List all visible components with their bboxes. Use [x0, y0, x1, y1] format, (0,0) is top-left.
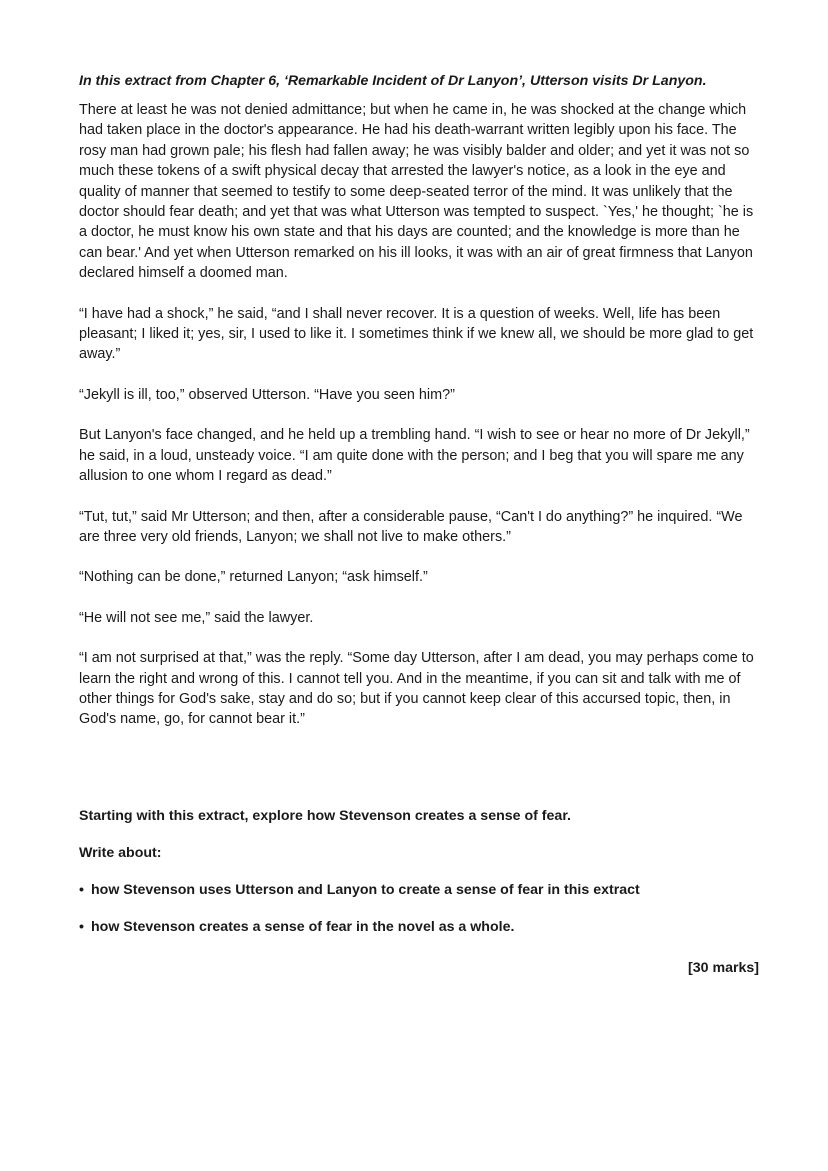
- task-bullet-item: [79, 880, 761, 900]
- extract-paragraph: But Lanyon's face changed, and he held up a trembling hand. “I wish to see or hear no more of Dr Jekyll,” he said, in a loud, unsteady voice. “I am quite done with the person; and I beg that you will spare me any allusion to one whom I regard as dead.”: [79, 427, 750, 485]
- extract-paragraph: “I am not surprised at that,” was the reply. “Some day Utterson, after I am dead, you may perhaps come to learn the right and wrong of this. I cannot tell you. And in the meantime, if you can sit and talk with me of other things for God's sake, stay and do so; but if you cannot keep clear of this accursed topic, then, in God's name, go, for cannot bear it.”: [79, 650, 754, 728]
- bullet-icon: •: [79, 882, 84, 898]
- task-bullet-item: [79, 917, 761, 937]
- extract-paragraph: “I have had a shock,” he said, “and I shall never recover. It is a question of weeks. Well, life has been pleasant; I liked it; yes, sir, I used to like it. I sometimes think if we knew all, we should be more glad to get away.”: [79, 305, 754, 363]
- extract-paragraph: “Nothing can be done,” returned Lanyon; “ask himself.”: [79, 569, 428, 586]
- bullet-icon: •: [79, 919, 84, 935]
- task-bullet-text: how Stevenson uses Utterson and Lanyon to create a sense of fear in this extract: [91, 882, 640, 898]
- extract-paragraph: There at least he was not denied admittance; but when he came in, he was shocked at the change which had taken place in the doctor's appearance. He had his death-warrant written legibly upon his face. The rosy man had grown pale; his flesh had fallen away; he was visibly balder and older; and yet it was not so much these tokens of a swift physical decay that arrested the lawyer's notice, as a look in the eye and quality of manner that seemed to testify to some deep-seated terror of the mind. It was unlikely that the doctor should fear death; and yet that was what Utterson was tempted to suspect. `Yes,' he thought; `he is a doctor, he must know his own state and that his days are counted; and the knowledge is more than he can bear.' And yet when Utterson remarked on his ill looks, it was with an air of great firmness that Lanyon declared himself a doomed man.: [79, 102, 754, 282]
- extract-heading: In this extract from Chapter 6, ‘Remarkable Incident of Dr Lanyon’, Utterson visits Dr Lanyon.: [79, 73, 707, 89]
- extract-paragraph: “He will not see me,” said the lawyer.: [79, 609, 314, 626]
- task-question: Starting with this extract, explore how Stevenson creates a sense of fear.: [79, 808, 571, 824]
- write-about-label: Write about:: [79, 845, 162, 861]
- task-section: [79, 806, 761, 954]
- marks-label: [30 marks]: [688, 960, 759, 976]
- extract-paragraph: “Jekyll is ill, too,” observed Utterson. “Have you seen him?”: [79, 386, 455, 403]
- extract-paragraph: “Tut, tut,” said Mr Utterson; and then, after a considerable pause, “Can't I do anything?” he inquired. “We are three very old friends, Lanyon; we shall not live to make others.”: [79, 508, 743, 545]
- extract-section: [79, 71, 761, 750]
- task-bullet-text: how Stevenson creates a sense of fear in the novel as a whole.: [91, 919, 515, 935]
